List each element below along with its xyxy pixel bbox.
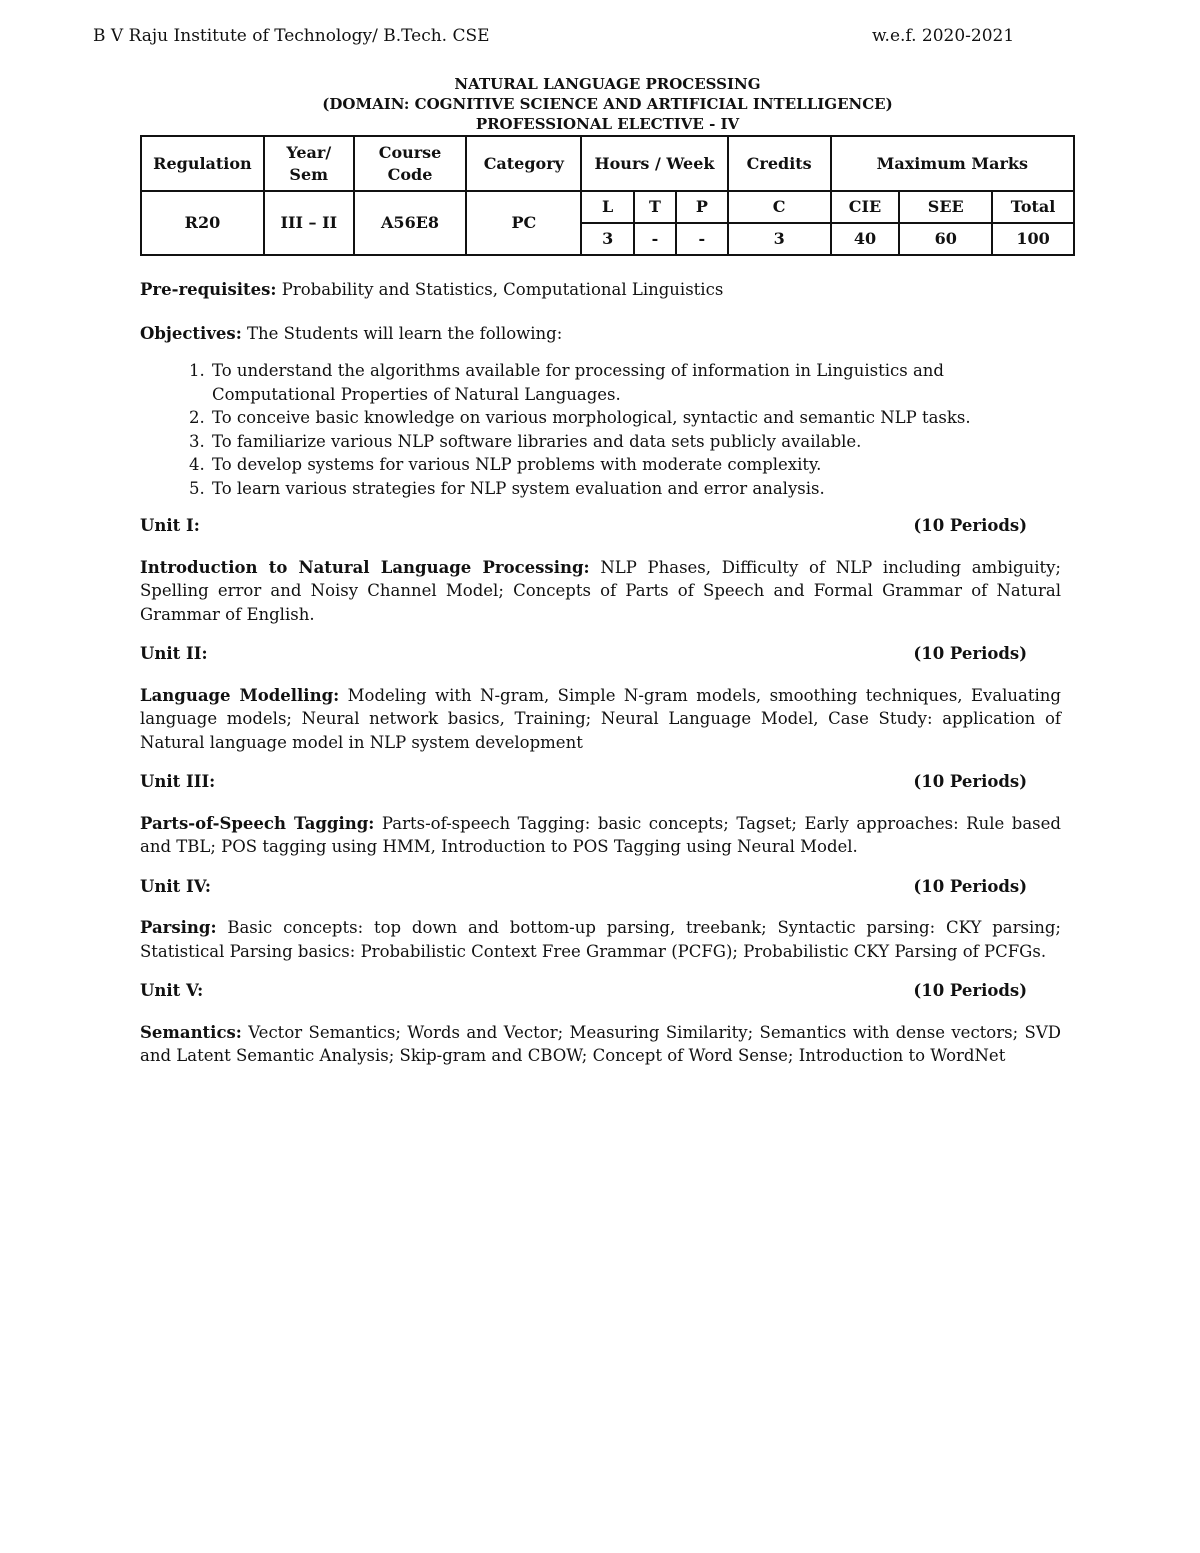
header-regulation: Regulation — [141, 136, 264, 191]
unit-description — [140, 812, 1061, 859]
prerequisites-text: Probability and Statistics, Computational Linguistics — [276, 280, 724, 299]
header-hours-week: Hours / Week — [581, 136, 728, 191]
unit-periods: (10 Periods) — [913, 876, 1027, 896]
objective-item: 3. To familiarize various NLP software libraries and data sets publicly available. — [210, 430, 1061, 454]
prerequisites — [140, 278, 1061, 302]
unit-text: Modeling with N-gram, Simple N-gram models, smoothing techniques, Evaluating language models; Neural network basics, Training; Neural Language Model, Case Study: application of Natural language model in NLP system development — [140, 685, 1061, 752]
syllabus-content — [140, 278, 1061, 1084]
header-maximum-marks: Maximum Marks — [831, 136, 1074, 191]
objective-item: 4. To develop systems for various NLP problems with moderate complexity. — [210, 453, 1061, 477]
subheader-p: P — [676, 191, 728, 223]
value-p: - — [676, 223, 728, 255]
course-domain: (DOMAIN: COGNITIVE SCIENCE AND ARTIFICIAL INTELLIGENCE) — [322, 95, 893, 113]
course-elective: PROFESSIONAL ELECTIVE - IV — [475, 115, 740, 133]
unit-description — [140, 684, 1061, 755]
unit-label: Unit V: — [140, 981, 204, 1000]
objectives-list — [140, 359, 1061, 500]
unit-text: Vector Semantics; Words and Vector; Measuring Similarity; Semantics with dense vectors; SVD and Latent Semantic Analysis; Skip-gram and CBOW; Concept of Word Sense; Introduction to WordNet — [140, 1022, 1061, 1065]
value-course-code: A56E8 — [354, 191, 467, 255]
objective-item: 1. To understand the algorithms available for processing of information in Linguistics and Computational Properties of Natural Languages. — [210, 359, 1061, 406]
subheader-see: SEE — [899, 191, 992, 223]
course-title-block — [140, 74, 1075, 134]
unit-text: NLP Phases, Difficulty of NLP including ambiguity; Spelling error and Noisy Channel Model; Concepts of Parts of Speech and Formal Grammar of Natural Grammar of English. — [140, 557, 1061, 624]
subheader-total: Total — [992, 191, 1074, 223]
value-l: 3 — [581, 223, 634, 255]
header-year-sem: Year/ Sem — [264, 136, 354, 191]
unit-heading — [140, 514, 1061, 538]
header-effective-year: w.e.f. 2020-2021 — [872, 26, 1015, 46]
unit-text: Basic concepts: top down and bottom-up parsing, treebank; Syntactic parsing: CKY parsing; Statistical Parsing basics: Probabilistic Context Free Grammar (PCFG); Probabilistic CKY Parsing of PCFGs. — [140, 918, 1061, 961]
unit-heading — [140, 770, 1061, 794]
unit-periods: (10 Periods) — [913, 772, 1027, 791]
unit-text: Parts-of-speech Tagging: basic concepts; Tagset; Early approaches: Rule based and TBL; POS tagging using HMM, Introduction to POS Tagging using Neural Model. — [140, 813, 1061, 856]
objective-item: 5. To learn various strategies for NLP system evaluation and error analysis. — [210, 477, 1061, 501]
value-category: PC — [466, 191, 581, 255]
course-title: NATURAL LANGUAGE PROCESSING — [454, 75, 761, 93]
objectives-text: The Students will learn the following: — [241, 323, 563, 343]
course-info-table — [140, 135, 1075, 256]
value-year-sem: III – II — [264, 191, 354, 255]
header-category: Category — [466, 136, 581, 191]
unit-label: Unit III: — [140, 772, 216, 791]
value-regulation: R20 — [141, 191, 264, 255]
unit-topic: Parsing: — [140, 918, 217, 937]
objectives-label: Objectives: — [140, 323, 242, 343]
unit-topic: Language Modelling: — [140, 685, 340, 705]
unit-periods: (10 Periods) — [913, 516, 1027, 535]
unit-topic: Introduction to Natural Language Processing: — [140, 557, 590, 577]
value-t: - — [634, 223, 676, 255]
unit-topic: Semantics: — [140, 1022, 242, 1042]
header-credits: Credits — [728, 136, 831, 191]
unit-description — [140, 556, 1061, 627]
unit-label: Unit IV: — [140, 876, 211, 896]
header-institute: B V Raju Institute of Technology/ B.Tech. CSE — [93, 26, 490, 46]
unit-label: Unit II: — [140, 644, 208, 663]
unit-heading — [140, 642, 1061, 666]
unit-label: Unit I: — [140, 516, 200, 535]
value-cie: 40 — [831, 223, 900, 255]
value-c: 3 — [728, 223, 831, 255]
subheader-c: C — [728, 191, 831, 223]
value-see: 60 — [899, 223, 992, 255]
subheader-t: T — [634, 191, 676, 223]
subheader-l: L — [581, 191, 634, 223]
prerequisites-label: Pre-requisites: — [140, 280, 277, 299]
objectives — [140, 322, 1061, 346]
unit-heading — [140, 979, 1061, 1003]
unit-heading — [140, 875, 1061, 899]
subheader-cie: CIE — [831, 191, 900, 223]
objective-item: 2. To conceive basic knowledge on various morphological, syntactic and semantic NLP tasks. — [210, 406, 1061, 430]
unit-periods: (10 Periods) — [913, 981, 1027, 1000]
unit-periods: (10 Periods) — [913, 644, 1027, 663]
unit-topic: Parts-of-Speech Tagging: — [140, 813, 375, 833]
unit-description — [140, 916, 1061, 963]
unit-description — [140, 1021, 1061, 1068]
value-total: 100 — [992, 223, 1074, 255]
header-course-code: Course Code — [354, 136, 467, 191]
